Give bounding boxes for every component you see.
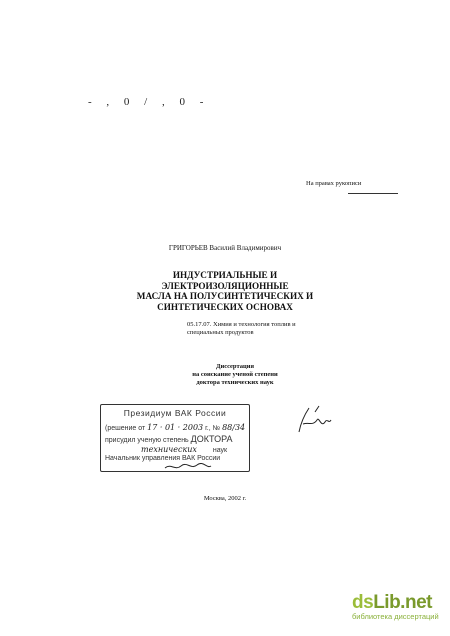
stamp-decision-date: 17 · 01 · 2003: [147, 423, 204, 432]
place-and-date: Москва, 2002 г.: [203, 495, 247, 502]
stamp-chief: Начальник управления ВАК России: [105, 455, 221, 462]
dslib-tagline: библиотека диссертаций: [352, 612, 439, 621]
dslib-watermark: [352, 592, 448, 632]
vak-stamp: [100, 404, 250, 472]
stamp-field-suffix: наук: [212, 447, 228, 454]
specialty-code: [187, 321, 296, 337]
logo-part-ds: ds: [352, 592, 374, 613]
degree-line: на соискание ученой степени: [192, 371, 278, 378]
stamp-decision-no: 88/34: [222, 423, 246, 432]
scan-mark: - , 0 / , 0 -: [88, 96, 210, 108]
degree-line: Диссертация: [215, 363, 254, 370]
logo-part-lib: Lib.net: [373, 592, 432, 613]
dslib-logo: [352, 592, 448, 614]
degree-block: [170, 363, 300, 387]
stamp-field: технических: [141, 445, 197, 454]
author-name: ГРИГОРЬЕВ Василий Владимирович: [168, 244, 282, 252]
specialty-line: 05.17.07. Химия и технология топлив и: [187, 321, 296, 328]
stamp-field-line: [141, 445, 245, 454]
rights-note: На правах рукописи: [306, 180, 362, 187]
stamp-decision-no-prefix: г., №: [205, 425, 221, 432]
stamp-signature: [163, 463, 213, 471]
stamp-decision-prefix: (решение от: [105, 425, 146, 432]
title-line: ИНДУСТРИАЛЬНЫЕ И ЭЛЕКТРОИЗОЛЯЦИОННЫЕ: [161, 270, 289, 291]
title-line: МАСЛА НА ПОЛУСИНТЕТИЧЕСКИХ И: [136, 291, 314, 301]
stamp-header: Президиум ВАК России: [123, 408, 227, 418]
stamp-degree: ДОКТОРА: [190, 434, 233, 444]
specialty-line: специальных продуктов: [187, 329, 254, 336]
degree-line: доктора технических наук: [196, 379, 274, 386]
author-signature: [295, 402, 335, 442]
title-line: СИНТЕТИЧЕСКИХ ОСНОВАХ: [157, 301, 293, 312]
rights-underline: [348, 193, 398, 194]
dissertation-title: [130, 270, 320, 312]
stamp-decision-line: [105, 423, 245, 432]
stamp-degree-prefix: присудил ученую степень: [105, 437, 189, 444]
stamp-degree-line: [105, 434, 245, 444]
